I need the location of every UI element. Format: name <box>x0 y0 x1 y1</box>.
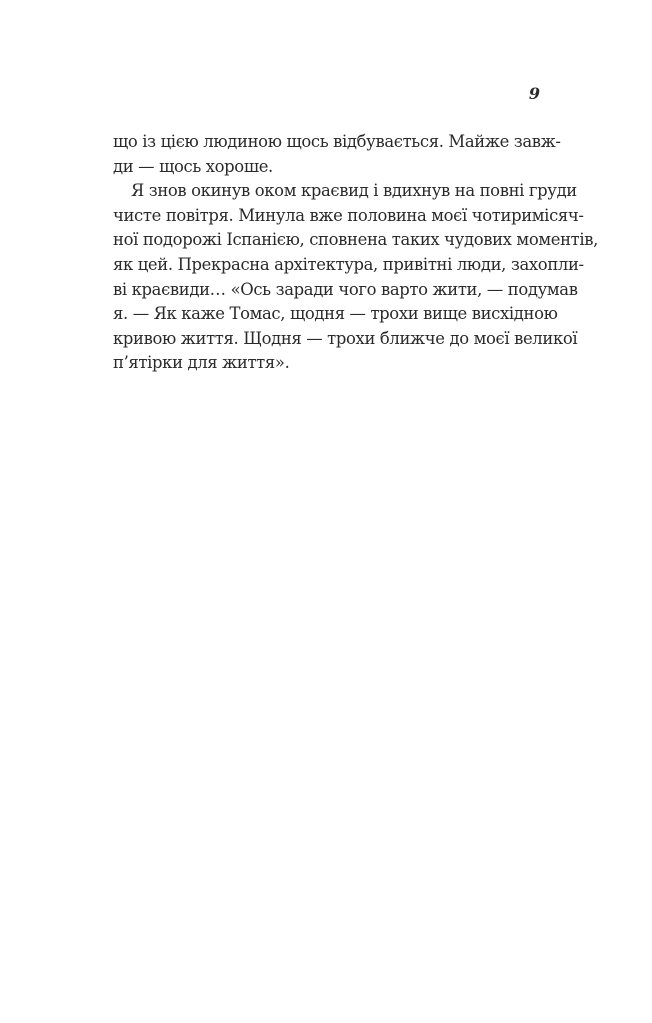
text-line: ві краєвиди… «Ось заради чого варто жити, — подумав <box>113 279 578 299</box>
text-line: п’ятірки для життя». <box>113 353 290 373</box>
text-line: чисте повітря. Минула вже половина моєї чотиримісяч- <box>113 205 584 225</box>
text-line: кривою життя. Щодня — трохи ближче до моєї великої <box>113 328 578 348</box>
paragraph-2 <box>113 179 599 376</box>
body-text <box>113 130 599 376</box>
paragraph-1 <box>113 130 561 179</box>
text-line: ди — щось хороше. <box>113 156 273 176</box>
text-line: Я знов окинув оком краєвид і вдихнув на повні груди <box>131 181 577 201</box>
text-line: як цей. Прекрасна архітектура, привітні люди, захопли- <box>113 254 584 274</box>
text-line: ної подорожі Іспанією, сповнена таких чудових моментів, <box>113 230 599 250</box>
text-line: що із цією людиною щось відбувається. Майже завж- <box>113 132 561 151</box>
text-line: я. — Як каже Томас, щодня — трохи вище висхідною <box>113 304 558 324</box>
page-number: 9 <box>528 84 540 103</box>
